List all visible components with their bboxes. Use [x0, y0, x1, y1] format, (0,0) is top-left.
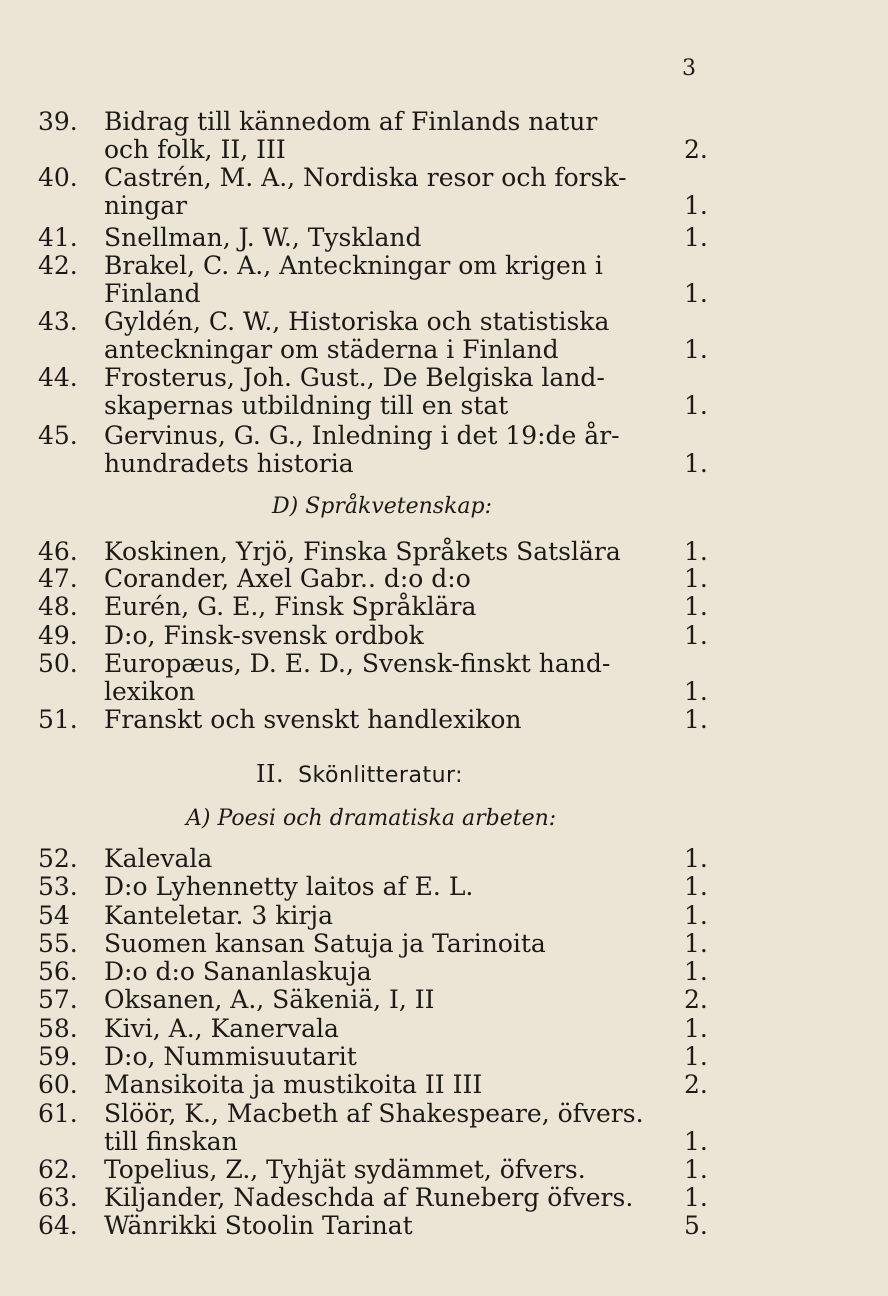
entry-title: Kanteletar. 3 kirja [104, 901, 333, 930]
entry-number: 47. [38, 564, 78, 593]
entry-title-continued: skapernas utbildning till en stat [104, 391, 509, 420]
entry-title: D:o, Nummisuutarit [104, 1042, 357, 1071]
entry-title: Topelius, Z., Tyhjät sydämmet, öfvers. [104, 1155, 586, 1184]
entry-title: Brakel, C. A., Anteckningar om krigen i [104, 251, 603, 280]
entry-quantity: 1. [684, 872, 708, 901]
entry-title: Kiljander, Nadeschda af Runeberg öfvers. [104, 1183, 634, 1212]
entry-title: Suomen kansan Satuja ja Tarinoita [104, 929, 546, 958]
entry-number: 57. [38, 985, 78, 1014]
entry-title: Castrén, M. A., Nordiska resor och forsk- [104, 163, 627, 192]
entry-quantity: 1. [684, 1127, 708, 1156]
entry-title: Corander, Axel Gabr.. d:o d:o [104, 564, 471, 593]
entry-quantity: 2. [684, 135, 708, 164]
entry-title-continued: lexikon [104, 677, 196, 706]
entry-title: Koskinen, Yrjö, Finska Språkets Satslära [104, 537, 621, 566]
entry-number: 40. [38, 163, 78, 192]
entry-title: Frosterus, Joh. Gust., De Belgiska land- [104, 363, 605, 392]
entry-quantity: 1. [684, 191, 708, 220]
entry-title: Franskt och svenskt handlexikon [104, 705, 522, 734]
section-roman-numeral: II. [256, 760, 285, 788]
entry-quantity: 1. [684, 592, 708, 621]
entry-quantity: 2. [684, 985, 708, 1014]
entry-number: 61. [38, 1099, 78, 1128]
entry-number: 52. [38, 844, 78, 873]
entry-title-continued: till finskan [104, 1127, 238, 1156]
entry-number: 64. [38, 1211, 78, 1240]
entry-number: 51. [38, 705, 78, 734]
entry-quantity: 5. [684, 1211, 708, 1240]
entry-number: 43. [38, 307, 78, 336]
entry-title: Gervinus, G. G., Inledning i det 19:de år- [104, 421, 620, 450]
entry-number: 49. [38, 621, 78, 650]
entry-number: 39. [38, 107, 78, 136]
entry-quantity: 2. [684, 1070, 708, 1099]
subheading-sprakvetenskap: D) Språkvetenskap: [272, 494, 493, 519]
entry-title: Oksanen, A., Säkeniä, I, II [104, 985, 435, 1014]
entry-title: D:o d:o Sananlaskuja [104, 957, 372, 986]
entry-quantity: 1. [684, 564, 708, 593]
section-heading [256, 760, 463, 788]
entry-title: Kivi, A., Kanervala [104, 1014, 339, 1043]
entry-number: 42. [38, 251, 78, 280]
entry-title-continued: hundradets historia [104, 449, 354, 478]
entry-quantity: 1. [684, 957, 708, 986]
entry-quantity: 1. [684, 449, 708, 478]
entry-title: Mansikoita ja mustikoita II III [104, 1070, 483, 1099]
entry-title: Slöör, K., Macbeth af Shakespeare, öfvers. [104, 1099, 644, 1128]
page-number: 3 [682, 56, 696, 81]
entry-number: 63. [38, 1183, 78, 1212]
entry-quantity: 1. [684, 705, 708, 734]
entry-title-continued: ningar [104, 191, 188, 220]
entry-number: 60. [38, 1070, 78, 1099]
entry-number: 46. [38, 537, 78, 566]
entry-title: Eurén, G. E., Finsk Språklära [104, 592, 477, 621]
entry-number: 48. [38, 592, 78, 621]
entry-quantity: 1. [684, 1014, 708, 1043]
entry-title: D:o Lyhennetty laitos af E. L. [104, 872, 474, 901]
entry-title: Kalevala [104, 844, 213, 873]
entry-title: D:o, Finsk-svensk ordbok [104, 621, 424, 650]
entry-quantity: 1. [684, 1042, 708, 1071]
entry-number: 41. [38, 223, 78, 252]
entry-quantity: 1. [684, 537, 708, 566]
entry-number: 53. [38, 872, 78, 901]
entry-title-continued: och folk, II, III [104, 135, 286, 164]
entry-number: 44. [38, 363, 78, 392]
entry-quantity: 1. [684, 677, 708, 706]
entry-number: 62. [38, 1155, 78, 1184]
entry-quantity: 1. [684, 391, 708, 420]
entry-title: Gyldén, C. W., Historiska och statistiska [104, 307, 610, 336]
entry-quantity: 1. [684, 223, 708, 252]
entry-quantity: 1. [684, 901, 708, 930]
entry-number: 58. [38, 1014, 78, 1043]
entry-quantity: 1. [684, 335, 708, 364]
entry-title-continued: anteckningar om städerna i Finland [104, 335, 559, 364]
section-title: Skönlitteratur: [298, 763, 464, 788]
entry-number: 45. [38, 421, 78, 450]
entry-title: Snellman, J. W., Tyskland [104, 223, 422, 252]
subheading-poesi: A) Poesi och dramatiska arbeten: [186, 806, 557, 831]
entry-quantity: 1. [684, 1183, 708, 1212]
entry-number: 50. [38, 649, 78, 678]
entry-quantity: 1. [684, 929, 708, 958]
entry-number: 59. [38, 1042, 78, 1071]
entry-title-continued: Finland [104, 279, 201, 308]
entry-number: 55. [38, 929, 78, 958]
entry-number: 56. [38, 957, 78, 986]
entry-title: Bidrag till kännedom af Finlands natur [104, 107, 598, 136]
entry-quantity: 1. [684, 844, 708, 873]
entry-quantity: 1. [684, 1155, 708, 1184]
entry-title: Wänrikki Stoolin Tarinat [104, 1211, 413, 1240]
entry-quantity: 1. [684, 621, 708, 650]
entry-quantity: 1. [684, 279, 708, 308]
entry-title: Europæus, D. E. D., Svensk-finskt hand- [104, 649, 611, 678]
entry-number: 54 [38, 901, 70, 930]
